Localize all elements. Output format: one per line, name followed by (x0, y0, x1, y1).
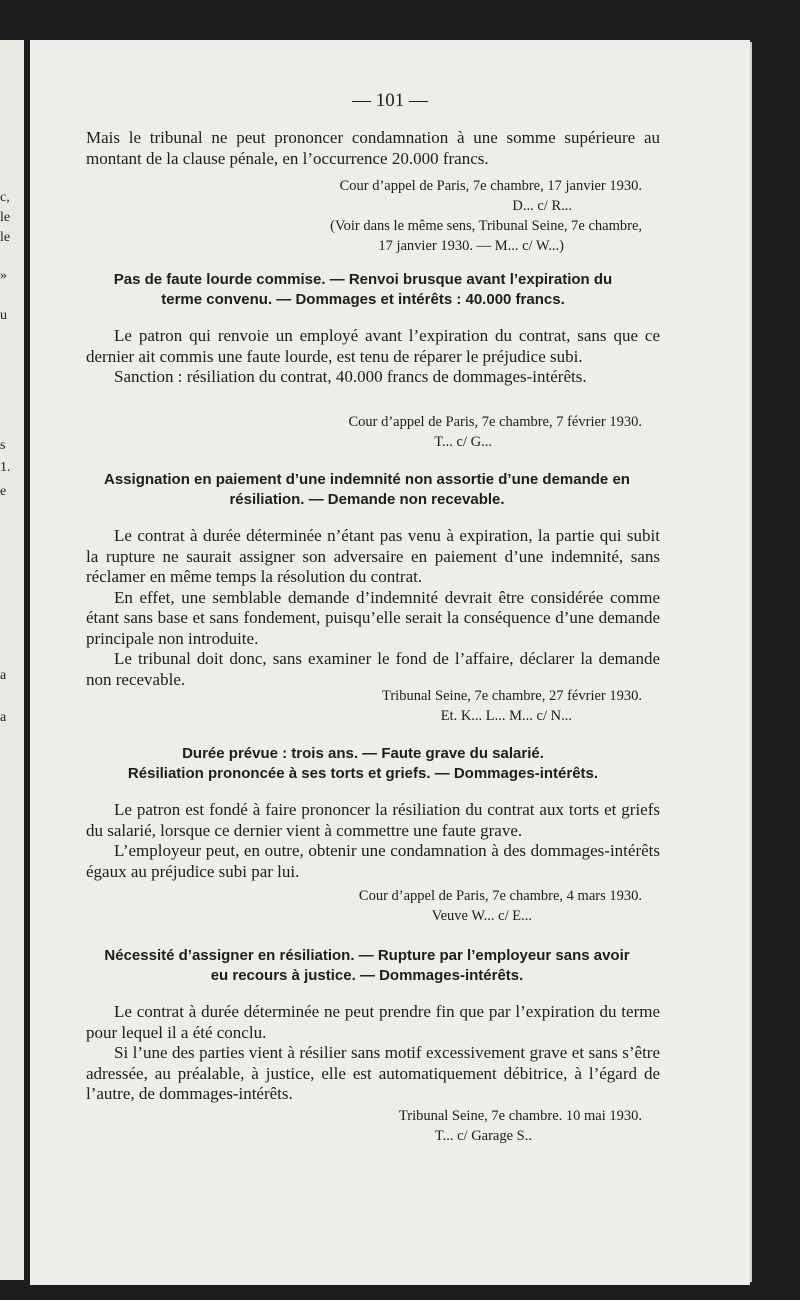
margin-fragment: » (0, 268, 7, 283)
margin-fragment: u (0, 308, 7, 323)
paragraph: Le tribunal doit donc, sans examiner le fond de l’affaire, déclarer la demande non recevable. (86, 649, 660, 689)
section-heading (76, 744, 650, 784)
section-body (86, 800, 660, 882)
citation-line: T... c/ G... (434, 434, 492, 450)
heading-line: Pas de faute lourde commise. — Renvoi brusque avant l’expiration du (113, 271, 613, 288)
section-body (86, 526, 660, 690)
citation-line: Et. K... L... M... c/ N... (440, 708, 572, 724)
heading-line: Résiliation prononcée à ses torts et griefs. — Dommages-intérêts. (127, 765, 599, 782)
heading-line: Durée prévue : trois ans. — Faute grave du salarié. (182, 745, 544, 762)
citation-line: (Voir dans le même sens, Tribunal Seine, 7e chambre, (330, 218, 642, 234)
citation-line: Cour d’appel de Paris, 7e chambre, 7 février 1930. (348, 414, 642, 430)
margin-fragment: 1. (0, 460, 11, 475)
intro-section (86, 128, 660, 169)
citation-line: 17 janvier 1930. — M... c/ W...) (378, 238, 564, 254)
section-citation (180, 686, 642, 726)
margin-fragment: le (0, 210, 11, 225)
paragraph: Le contrat à durée déterminée ne peut prendre fin que par l’expiration du terme pour lequel il a été conclu. (86, 1002, 660, 1042)
citation-line: Cour d’appel de Paris, 7e chambre, 4 mars 1930. (358, 888, 642, 904)
section-citation (180, 886, 642, 926)
intro-paragraph: Mais le tribunal ne peut prononcer condamnation à une somme supérieure au montant de la clause pénale, en l’occurrence 20.000 francs. (86, 128, 660, 168)
margin-fragment: a (0, 668, 7, 683)
page-number: — 101 — (352, 90, 428, 111)
section-heading (70, 946, 664, 986)
paragraph: Le patron qui renvoie un employé avant l’expiration du contrat, sans que ce dernier ait commis une faute lourde, est tenu de réparer le préjudice subi. (86, 326, 660, 366)
citation-line: Tribunal Seine, 7e chambre, 27 février 1930. (382, 688, 642, 704)
heading-line: Nécessité d’assigner en résiliation. — Rupture par l’employeur sans avoir (104, 947, 630, 964)
citation-line: Veuve W... c/ E... (431, 908, 532, 924)
margin-fragment: s (0, 438, 6, 453)
heading-line: eu recours à justice. — Dommages-intérêts. (210, 967, 524, 984)
citation-line: T... c/ Garage S.. (434, 1128, 532, 1144)
heading-line: Assignation en paiement d’une indemnité non assortie d’une demande en (104, 471, 630, 488)
heading-line: résiliation. — Demande non recevable. (229, 491, 505, 508)
margin-fragment: c, (0, 190, 10, 205)
margin-fragment: e (0, 484, 7, 499)
paragraph: Le contrat à durée déterminée n’étant pas venu à expiration, la partie qui subit la rupture ne saurait assigner son adversaire en paiement d’une indemnité, sans réclamer en même temps la résolution du contrat. (86, 526, 660, 586)
section-heading (70, 470, 664, 510)
section-body (86, 1002, 660, 1105)
previous-page-strip (0, 40, 24, 1280)
margin-fragment: a (0, 710, 7, 725)
section-citation (180, 1106, 642, 1146)
paragraph: En effet, une semblable demande d’indemnité devrait être considérée comme étant sans base et sans fondement, puisqu’elle serait la conséquence d’une demande principale non introduite. (86, 587, 660, 648)
citation-line: Cour d’appel de Paris, 7e chambre, 17 janvier 1930. (339, 178, 642, 194)
section-citation (180, 412, 642, 452)
section-heading (76, 270, 650, 310)
book-page (30, 40, 750, 1285)
intro-citation (180, 176, 642, 256)
paragraph: Si l’une des parties vient à résilier sans motif excessivement grave et sans s’être adressée, au préalable, à justice, elle est automatiquement débitrice, à l’égard de l’autre, de dommages-intérêts. (86, 1043, 660, 1103)
citation-line: D... c/ R... (512, 198, 572, 214)
margin-fragment: le (0, 230, 11, 245)
citation-line: Tribunal Seine, 7e chambre. 10 mai 1930. (398, 1108, 642, 1124)
section-body (86, 326, 660, 388)
paragraph: Sanction : résiliation du contrat, 40.000 francs de dommages-intérêts. (114, 367, 587, 386)
heading-line: terme convenu. — Dommages et intérêts : 40.000 francs. (161, 291, 565, 308)
paragraph: L’employeur peut, en outre, obtenir une condamnation à des dommages-intérêts égaux au préjudice subi par lui. (86, 841, 660, 881)
paragraph: Le patron est fondé à faire prononcer la résiliation du contrat aux torts et griefs du salarié, lorsque ce dernier vient à commettre une faute grave. (86, 800, 660, 840)
